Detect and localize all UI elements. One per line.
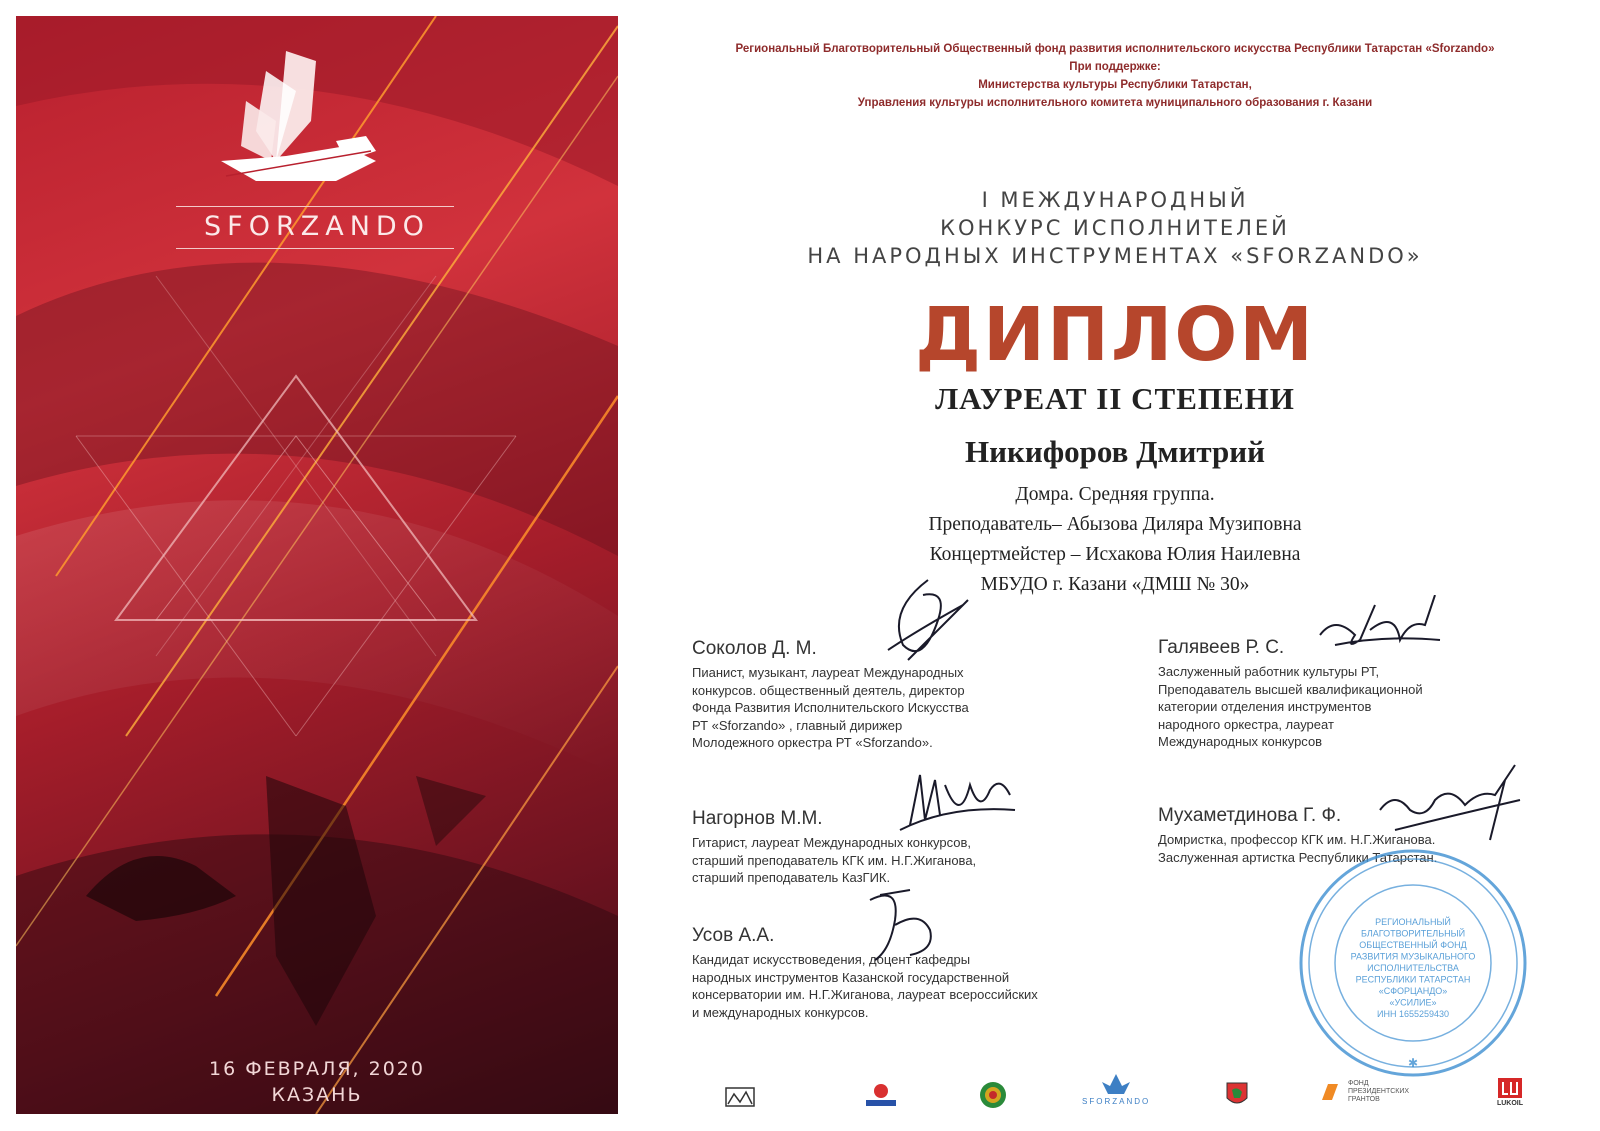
lukoil-logo-icon xyxy=(1496,1076,1524,1100)
signature-nagornov xyxy=(890,765,1020,845)
stamp-text-line: РЕСПУБЛИКИ ТАТАРСТАН xyxy=(1355,974,1471,985)
juror-name: Галявеев Р. С. xyxy=(1158,637,1285,658)
stamp-text-line: БЛАГОТВОРИТЕЛЬНЫЙ xyxy=(1360,928,1466,939)
event-city: КАЗАНЬ xyxy=(271,1084,363,1106)
contest-title-line-2: КОНКУРС ИСПОЛНИТЕЛЕЙ xyxy=(940,216,1290,240)
signature-usov xyxy=(850,880,950,970)
ppk-logo-icon xyxy=(862,1082,900,1110)
juror-name: Соколов Д. М. xyxy=(692,638,817,659)
juror-description: Заслуженный работник культуры РТ, Преподаватель высшей квалификационной категории отделения инструментов народного оркестра, лауреат Международных конкурсов xyxy=(1158,664,1423,749)
cover-panel xyxy=(16,16,618,1114)
lukoil-logo-text: LUKOIL xyxy=(1496,1100,1524,1107)
signature-mukhametdinova xyxy=(1375,760,1525,850)
signature-galyaveev xyxy=(1315,595,1445,665)
kazan-emblem-icon xyxy=(1222,1080,1252,1110)
supporter-city-department: Управления культуры исполнительного комитета муниципального образования г. Казани xyxy=(857,97,1373,109)
sponsor-logo-ppk xyxy=(862,1082,900,1110)
theatre-logo-icon xyxy=(722,1080,758,1110)
brand-wordmark: SFORZANDO xyxy=(204,211,430,242)
juror-name: Мухаметдинова Г. Ф. xyxy=(1158,805,1342,826)
stamp-text-line: ОБЩЕСТВЕННЫЙ ФОНД xyxy=(1359,940,1467,950)
brand-rule-top xyxy=(176,206,454,207)
juror-description: Кандидат искусствоведения, доцент кафедры народных инструментов Казанской государственной консерватории им. Н.Г.Жиганова, лауреат всероссийских и международных конкурсов. xyxy=(692,952,1038,1020)
juror-name: Нагорнов М.М. xyxy=(692,808,823,829)
diploma-title: ДИПЛОМ xyxy=(915,292,1315,378)
school-line: МБУДО г. Казани «ДМШ № 30» xyxy=(980,574,1250,595)
stamp-text-line: РЕГИОНАЛЬНЫЙ xyxy=(1375,917,1451,927)
sponsor-logo-tatarstan xyxy=(978,1080,1008,1110)
sponsor-logo-sforzando xyxy=(1082,1072,1150,1106)
supporter-ministry: Министерства культуры Республики Татарстан, xyxy=(978,79,1252,91)
sforzando-bird-icon xyxy=(1096,1072,1136,1098)
juror-description: Гитарист, лауреат Международных конкурсов, старший преподаватель КГК им. Н.Г.Жиганова, старший преподаватель КазГИК. xyxy=(692,835,977,885)
stamp-text-line: ИНН 1655259430 xyxy=(1376,1009,1450,1019)
category-line: Домра. Средняя группа. xyxy=(1015,484,1215,505)
contest-title-line-3: НА НАРОДНЫХ ИНСТРУМЕНТАХ «SFORZANDO» xyxy=(807,244,1423,268)
juror-description: Пианист, музыкант, лауреат Международных конкурсов. общественный деятель, директор Фонда Развития Исполнительского Искусства РТ «Sforzando» , главный дирижер Молодежного оркестра РТ «Sforzando». xyxy=(692,665,969,750)
grants-logo-icon xyxy=(1318,1080,1342,1104)
laureate-degree: ЛАУРЕАТ II СТЕПЕНИ xyxy=(935,381,1295,416)
sforzando-logo-text: SFORZANDO xyxy=(1082,1097,1151,1106)
signature-sokolov xyxy=(868,570,978,670)
stamp-text-line: ИСПОЛНИТЕЛЬСТВА xyxy=(1367,963,1459,973)
sponsor-logo-presidential-grants xyxy=(1318,1080,1418,1104)
sponsor-logo-kazan xyxy=(1222,1080,1252,1110)
contest-title-line-1: I МЕЖДУНАРОДНЫЙ xyxy=(981,188,1249,212)
grants-logo-text: ФОНД ПРЕЗИДЕНТСКИХ ГРАНТОВ xyxy=(1348,1080,1410,1103)
svg-text:✱: ✱ xyxy=(1407,1056,1419,1070)
organizer-name: Региональный Благотворительный Общественный фонд развития исполнительского искусства Республики Татарстан «Sforzando» xyxy=(735,43,1495,55)
teacher-line: Преподаватель– Абызова Диляра Музиповна xyxy=(928,514,1302,535)
juror-description: Домристка, профессор КГК им. Н.Г.Жиганова. Заслуженная артистка Республики Татарстан. xyxy=(1158,832,1438,865)
support-label: При поддержке: xyxy=(1069,61,1161,73)
stamp-text-line: «УСИЛИЕ» xyxy=(1389,997,1437,1008)
stamp-text-line: «СФОРЦАНДО» xyxy=(1378,986,1448,996)
sponsor-logo-theatre xyxy=(722,1080,758,1110)
brand-rule-bottom xyxy=(176,248,454,249)
recipient-name: Никифоров Дмитрий xyxy=(965,434,1265,469)
accompanist-line: Концертмейстер – Исхакова Юлия Наилевна xyxy=(929,544,1301,565)
juror-name: Усов А.А. xyxy=(692,925,775,946)
event-date: 16 ФЕВРАЛЯ, 2020 xyxy=(209,1058,425,1080)
tatarstan-emblem-icon xyxy=(978,1080,1008,1110)
sponsor-logo-lukoil xyxy=(1496,1076,1524,1108)
cover-background-art xyxy=(16,16,618,1114)
seal-stamp xyxy=(1295,845,1531,1081)
stamp-text-line: РАЗВИТИЯ МУЗЫКАЛЬНОГО xyxy=(1350,951,1476,962)
